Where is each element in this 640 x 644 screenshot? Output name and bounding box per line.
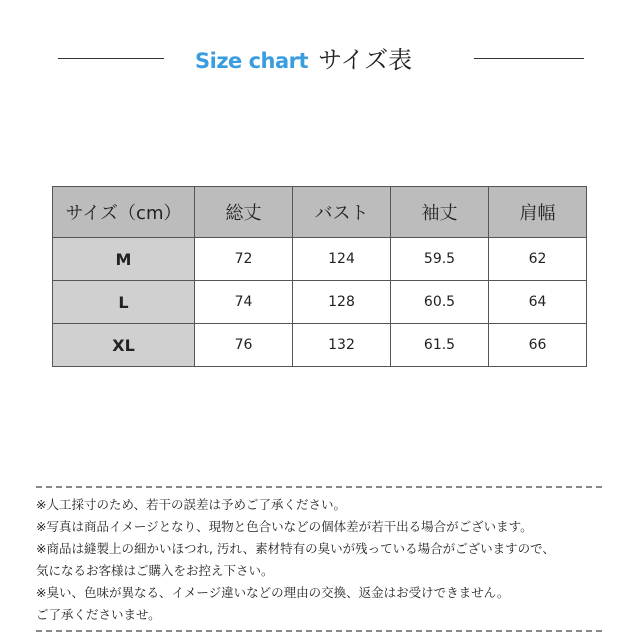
cell-length: 72 [195,238,293,281]
row-label: L [53,281,195,324]
cell-shoulder: 62 [489,238,587,281]
note-line: ※写真は商品イメージとなり、現物と色合いなどの個体差が若干出る場合がございます。 [36,519,533,534]
header-shoulder: 肩幅 [489,187,587,238]
header-sleeve: 袖丈 [391,187,489,238]
cell-shoulder: 66 [489,324,587,367]
title-rule-left [58,58,164,59]
table-row [53,238,587,281]
title-en: Size chart [195,49,309,73]
cell-bust: 132 [293,324,391,367]
table-row [53,281,587,324]
title-ja: サイズ表 [318,46,413,74]
cell-length: 76 [195,324,293,367]
cell-sleeve: 59.5 [391,238,489,281]
note-line: ※商品は縫製上の細かいほつれ, 汚れ、素材特有の臭いが残っている場合がございますので、 [36,541,555,556]
cell-sleeve: 61.5 [391,324,489,367]
header-size: サイズ（cm） [53,187,195,238]
title-row [0,36,640,80]
table-header-row [53,187,587,238]
notes-text [36,494,606,626]
note-line: ※臭い、色味が異なる、イメージ違いなどの理由の交換、返金はお受けできません。 [36,585,510,600]
note-line: ご了承くださいませ。 [36,607,161,622]
notes-divider-bottom [36,630,602,632]
size-table [52,186,587,367]
row-label: M [53,238,195,281]
notes-section [36,486,606,632]
cell-length: 74 [195,281,293,324]
note-line: 気になるお客様はご購入をお控え下さい。 [36,563,274,578]
page-title [195,40,412,75]
header-length: 総丈 [195,187,293,238]
cell-bust: 128 [293,281,391,324]
notes-divider-top [36,486,602,488]
cell-bust: 124 [293,238,391,281]
note-line: ※人工採寸のため、若干の誤差は予めご了承ください。 [36,497,346,512]
row-label: XL [53,324,195,367]
cell-shoulder: 64 [489,281,587,324]
title-rule-right [474,58,584,59]
header-bust: バスト [293,187,391,238]
table-row [53,324,587,367]
cell-sleeve: 60.5 [391,281,489,324]
